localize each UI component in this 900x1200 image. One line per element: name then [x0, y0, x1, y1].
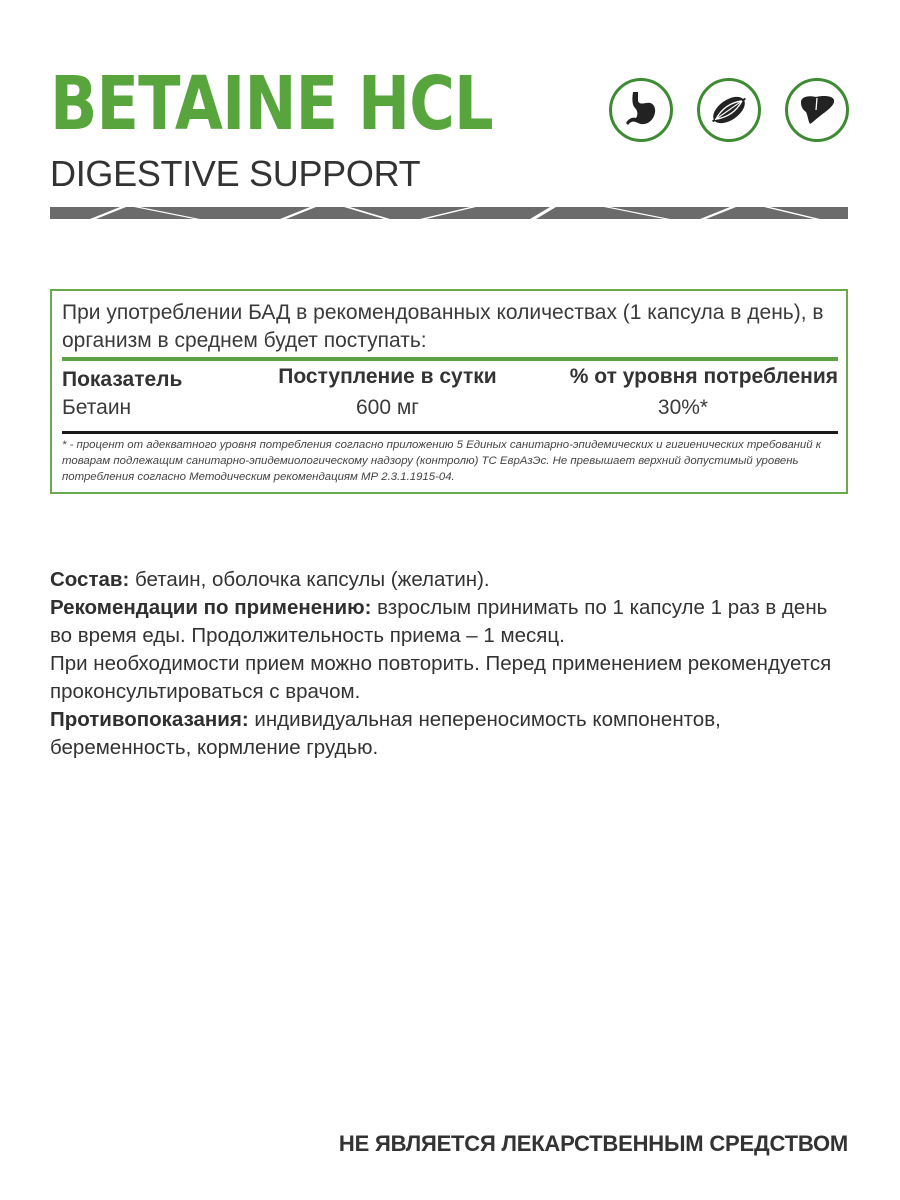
product-subtitle: DIGESTIVE SUPPORT: [50, 153, 421, 194]
ingredients-text: бетаин, оболочка капсулы (желатин).: [129, 568, 490, 591]
stomach-icon: [609, 78, 673, 142]
decorative-band: [50, 207, 848, 219]
usage-paragraph: [50, 594, 850, 650]
contraindications-text: индивидуальная непереносимость компонентов, беременность, кормление грудью.: [50, 708, 721, 759]
cell-indicator: Бетаин: [62, 396, 132, 419]
intake-intro: При употреблении БАД в рекомендованных количествах (1 капсула в день), в организм в среднем будет поступать:: [62, 301, 824, 352]
table-top-rule: [62, 357, 838, 361]
liver-icon: [785, 78, 849, 142]
benefit-icons: [609, 78, 849, 142]
table-row: [62, 396, 838, 426]
contraindications-label: Противопоказания:: [50, 708, 249, 731]
product-title: BETAINE HCL: [50, 61, 493, 147]
table-header: [62, 365, 838, 395]
table-bottom-rule: [62, 431, 838, 434]
muscle-icon: [697, 78, 761, 142]
cell-daily-intake: 600 мг: [356, 396, 419, 419]
cell-percent: 30%*: [657, 396, 709, 419]
column-header-percent: % от уровня потребления: [569, 365, 838, 388]
footnote: * - процент от адекватного уровня потребления согласно приложению 5 Единых санитарно-эпидемических и гигиенических требований к товарам подлежащим санитарно-эпидемиологическому надзору (контролю) ТС ЕврАзЭс. Не превышает верхний допустимый уровень потребления согласно Методическим рекомендациям МР 2.3.1.1915-04.: [62, 439, 822, 483]
usage-note: При необходимости прием можно повторить. Перед применением рекомендуется проконсультироваться с врачом.: [50, 652, 832, 703]
column-header-daily-intake: Поступление в сутки: [278, 365, 497, 388]
column-header-indicator: Показатель: [62, 368, 183, 391]
contraindications-paragraph: [50, 706, 850, 762]
ingredients-paragraph: [50, 566, 850, 594]
ingredients-label: Состав:: [50, 568, 130, 591]
usage-label: Рекомендации по применению:: [50, 596, 372, 619]
not-medicine-disclaimer: НЕ ЯВЛЯЕТСЯ ЛЕКАРСТВЕННЫМ СРЕДСТВОМ: [338, 1131, 848, 1156]
nutrition-info-box: [50, 289, 848, 494]
product-description: [50, 566, 850, 762]
usage-text: взрослым принимать по 1 капсуле 1 раз в день во время еды. Продолжительность приема – 1 месяц.: [50, 596, 828, 647]
